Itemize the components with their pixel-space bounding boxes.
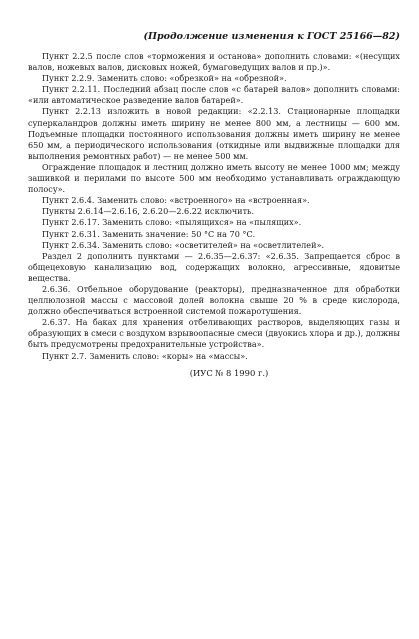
paragraph-2-2-11: Пункт 2.2.11. Последний абзац после слов «с батарей валов» дополнить словами: «или автоматическое разведение валов батарей». (28, 84, 400, 106)
paragraph-fencing: Ограждение площадок и лестниц должно иметь высоту не менее 1000 мм; между зашивкой и перилами по высоте 500 мм необходимо устанавливать ограждающую полосу». (28, 161, 400, 195)
publication-reference: (ИУС № 8 1990 г.) (189, 367, 269, 378)
paragraph-2-7: Пункт 2.7. Заменить слово: «коры» на «массы». (42, 350, 248, 361)
paragraph-2-6-31: Пункт 2.6.31. Заменить значение: 50 °С на 70 °С. (42, 228, 256, 239)
document-page (28, 30, 400, 379)
paragraph-2-2-9: Пункт 2.2.9. Заменить слово: «обрезкой» на «обрезной». (42, 73, 287, 84)
paragraph-2-2-5: Пункт 2.2.5 после слов «торможения и останова» дополнить словами: «(несущих валов, ножевых валов, дисковых ножей, бумаговедущих валов и пр.)». (28, 51, 400, 73)
paragraph-2-6-36: 2.6.36. Отбельное оборудование (реакторы), предназначенное для обработки целлюлозной массы с массовой долей волокна свыше 20 % в среде кислорода, должно обеспечиваться встроенной системой пожаротушения. (28, 283, 400, 317)
paragraph-section-2: Раздел 2 дополнить пунктами — 2.6.35—2.6.37: «2.6.35. Запрещается сброс в общецеховую канализацию вод, содержащих волокно, агрессивные, ядовитые вещества. (28, 250, 400, 283)
paragraph-2-6-4: Пункт 2.6.4. Заменить слово: «встроенного» на «встроенная». (42, 195, 310, 206)
paragraph-2-6-37: 2.6.37. На баках для хранения отбеливающих растворов, выделяющих газы и образующих в смеси с воздухом взрывоопасные смеси (двуокись хлора и др.), должны быть предусмотрены предохранительные устройства». (28, 317, 400, 350)
amendment-body (28, 51, 400, 362)
paragraph-2-6-34: Пункт 2.6.34. Заменить слово: «осветителей» на «осветлителей». (42, 239, 325, 250)
paragraph-2-6-14: Пункты 2.6.14—2.6.16, 2.6.20—2.6.22 исключить. (42, 206, 255, 217)
paragraph-2-6-17: Пункт 2.6.17. Заменить слово: «пылящихся» на «пылящих». (42, 217, 302, 228)
page-header: (Продолжение изменения к ГОСТ 25166—82) (143, 31, 400, 42)
paragraph-2-2-13: Пункт 2.2.13 изложить в новой редакции: «2.2.13. Стационарные площадки суперкаландров должны иметь ширину не менее 800 мм, а лестницы — 600 мм. Подъемные площадки постоянного использования должны иметь ширину не менее 650 мм, а периодического использования (откидные или выдвижные площадки для выполнения ремонтных работ) — не менее 500 мм. (28, 106, 400, 161)
